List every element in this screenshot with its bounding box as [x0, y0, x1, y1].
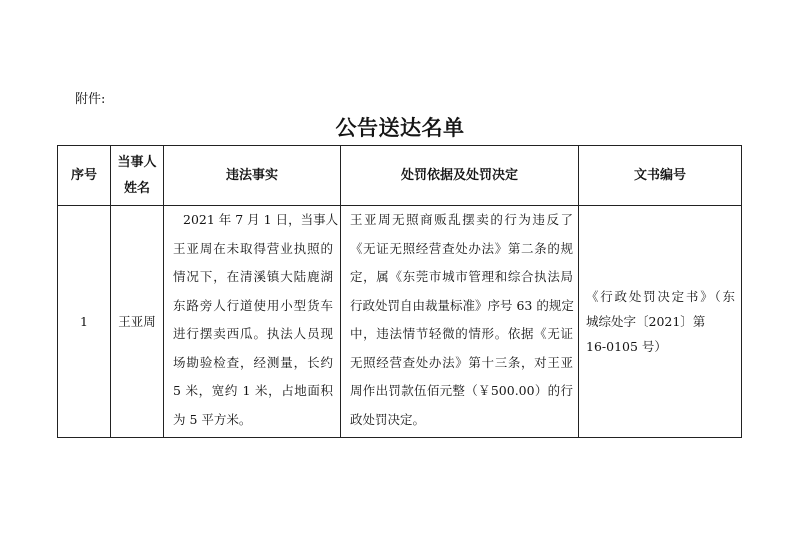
cell-basis: [341, 206, 579, 438]
cell-facts: [164, 206, 341, 438]
notice-table: [57, 145, 742, 438]
facts-line: 王亚周在未取得营业执照的: [173, 240, 333, 256]
attachment-label: 附件:: [75, 92, 106, 107]
header-party-line2: 姓名: [123, 180, 150, 196]
facts-line: 进行摆卖西瓜。执法人员现: [173, 326, 333, 341]
cell-doc-number: [579, 206, 742, 438]
basis-line: 无照经营查处办法》第十三条，对王亚: [350, 354, 573, 370]
cell-seq: 1: [58, 206, 111, 438]
basis-line: 定，属《东莞市城市管理和综合执法局: [350, 269, 573, 284]
basis-line: 行政处罚自由裁量标准》序号 63 的规定: [350, 297, 574, 313]
header-party-line1: 当事人: [117, 154, 157, 170]
facts-line: 5 米，宽约 1 米，占地面积: [173, 383, 333, 398]
document-title: 公告送达名单: [335, 115, 465, 140]
header-doc-number: 文书编号: [579, 146, 742, 206]
basis-line: 周作出罚款伍佰元整（￥500.00）的行: [350, 383, 573, 398]
cell-party-name: 王亚周: [111, 206, 164, 438]
header-party: [111, 146, 164, 206]
facts-line: 2021 年 7 月 1 日，当事人: [183, 212, 339, 227]
header-basis: 处罚依据及处罚决定: [341, 146, 579, 206]
header-seq: 序号: [58, 146, 111, 206]
basis-line: 王亚周无照商贩乱摆卖的行为违反了: [350, 212, 573, 227]
basis-line: 政处罚决定。: [350, 411, 426, 427]
facts-line: 为 5 平方米。: [173, 411, 252, 427]
facts-line: 情况下，在清溪镇大陆鹿湖: [173, 269, 333, 284]
basis-line: 中，违法情节轻微的情形。依据《无证: [350, 326, 573, 341]
header-facts: 违法事实: [164, 146, 341, 206]
doc-number-line: 城综处字〔2021〕第: [586, 314, 706, 329]
facts-line: 场勘验检查，经测量，长约: [173, 354, 333, 370]
table-header-row: [58, 146, 742, 206]
facts-line: 东路旁人行道使用小型货车: [173, 297, 333, 313]
doc-number-line: 《行政处罚决定书》（东: [586, 289, 735, 304]
doc-number-line: 16-0105 号）: [586, 339, 667, 354]
basis-line: 《无证无照经营查处办法》第二条的规: [350, 240, 573, 256]
table-row: [58, 206, 742, 438]
